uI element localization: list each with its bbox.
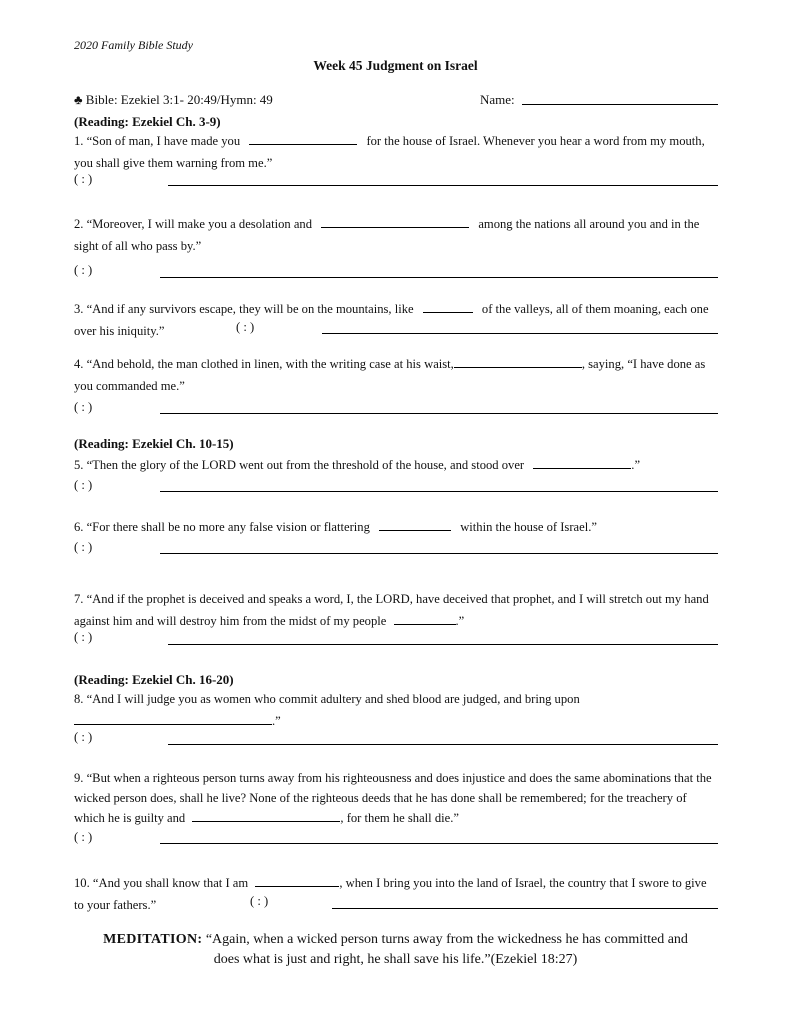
question-2-verse-ref: ( : ) [74, 263, 93, 277]
question-4-text-a: 4. “And behold, the man clothed in linen, with the writing case at his waist, [74, 357, 454, 371]
question-2 [74, 213, 718, 257]
question-7-answer-line[interactable] [168, 644, 718, 645]
name-label: Name: [480, 92, 515, 107]
question-3-verse-ref: ( : ) [236, 320, 255, 334]
question-5-answer-line[interactable] [160, 491, 718, 492]
question-7-text-a: 7. “And if the prophet is deceived and speaks a word, I, the LORD, have deceived that prophet, and I will stretch out my hand against him and will destroy him from the midst of my people [74, 592, 709, 628]
question-8-verse-ref: ( : ) [74, 730, 93, 744]
question-9-verse-ref: ( : ) [74, 830, 93, 844]
reading-heading-3: (Reading: Ezekiel Ch. 16-20) [74, 672, 234, 687]
question-8-answer-line[interactable] [168, 744, 718, 745]
question-5-text-b: .” [631, 458, 641, 472]
question-1 [74, 130, 718, 174]
worksheet-title: Week 45 Judgment on Israel [313, 58, 478, 73]
question-7-blank[interactable] [394, 611, 456, 625]
question-2-blank[interactable] [321, 214, 469, 228]
question-9-text-a: 9. “But when a righteous person turns away from his righteousness and does injustice and does the same abominations that the wicked person does, shall he live? None of the righteous deeds that he has done shall be remembered; for the treachery of which he is guilty and [74, 771, 712, 825]
question-7-text-b: .” [455, 614, 465, 628]
question-8-text-b: .” [272, 714, 281, 728]
question-4-text-b: , saying, “I have done as you commanded me.” [74, 357, 706, 393]
question-9-answer-line[interactable] [160, 843, 718, 844]
question-3-blank[interactable] [423, 299, 473, 313]
question-4 [74, 353, 718, 397]
question-4-verse-ref: ( : ) [74, 400, 93, 414]
meditation-block [0, 930, 791, 970]
question-7-verse-ref: ( : ) [74, 630, 93, 644]
question-4-blank[interactable] [454, 354, 582, 368]
question-9 [74, 768, 718, 828]
question-6-answer-line[interactable] [160, 553, 718, 554]
question-3-text-a: 3. “And if any survivors escape, they will be on the mountains, like [74, 302, 414, 316]
question-1-blank[interactable] [249, 131, 357, 145]
question-9-blank[interactable] [192, 808, 340, 822]
question-2-answer-line[interactable] [160, 277, 718, 278]
question-10-verse-ref: ( : ) [250, 894, 269, 908]
series-label: 2020 Family Bible Study [74, 38, 193, 52]
question-5-verse-ref: ( : ) [74, 478, 93, 492]
question-5-text-a: 5. “Then the glory of the LORD went out from the threshold of the house, and stood over [74, 458, 525, 472]
question-4-answer-line[interactable] [160, 413, 718, 414]
question-8 [74, 688, 718, 732]
name-field[interactable] [522, 104, 718, 105]
question-10 [74, 872, 718, 916]
meditation-label: MEDITATION: [103, 932, 203, 947]
question-1-answer-line[interactable] [168, 185, 718, 186]
question-6-blank[interactable] [379, 517, 451, 531]
reading-heading-2: (Reading: Ezekiel Ch. 10-15) [74, 436, 234, 451]
meditation-text: “Again, when a wicked person turns away from the wickedness he has committed and does what is just and right, he shall save his life.”(Ezekiel 18:27) [205, 932, 688, 967]
bible-reference: ♣ Bible: Ezekiel 3:1- 20:49/Hymn: 49 [74, 92, 273, 107]
question-10-answer-line[interactable] [332, 908, 718, 909]
question-2-text-b: among the nations all around you and in the sight of all who pass by.” [74, 217, 700, 253]
question-6-verse-ref: ( : ) [74, 540, 93, 554]
question-5-blank[interactable] [533, 455, 631, 469]
question-1-text-a: 1. “Son of man, I have made you [74, 134, 241, 148]
reading-heading-1: (Reading: Ezekiel Ch. 3-9) [74, 114, 221, 129]
question-1-text-b: for the house of Israel. Whenever you hear a word from my mouth, you shall give them warning from me.” [74, 134, 705, 170]
question-10-text-a: 10. “And you shall know that I am [74, 876, 249, 890]
question-8-blank[interactable] [74, 711, 272, 725]
question-6-text-b: within the house of Israel.” [460, 520, 597, 534]
question-9-text-b: , for them he shall die.” [340, 811, 459, 825]
question-1-verse-ref: ( : ) [74, 172, 93, 186]
question-6 [74, 516, 718, 538]
question-3-text-b: of the valleys, all of them moaning, each one over his iniquity.” [74, 302, 709, 338]
question-10-text-b: , when I bring you into the land of Israel, the country that I swore to give to your fathers.” [74, 876, 707, 912]
question-3-answer-line[interactable] [322, 333, 718, 334]
question-8-text-a: 8. “And I will judge you as women who commit adultery and shed blood are judged, and bring upon [74, 692, 580, 706]
question-5 [74, 454, 718, 476]
question-2-text-a: 2. “Moreover, I will make you a desolation and [74, 217, 313, 231]
question-7 [74, 588, 718, 632]
question-6-text-a: 6. “For there shall be no more any false vision or flattering [74, 520, 370, 534]
question-10-blank[interactable] [255, 873, 339, 887]
question-3 [74, 298, 718, 342]
